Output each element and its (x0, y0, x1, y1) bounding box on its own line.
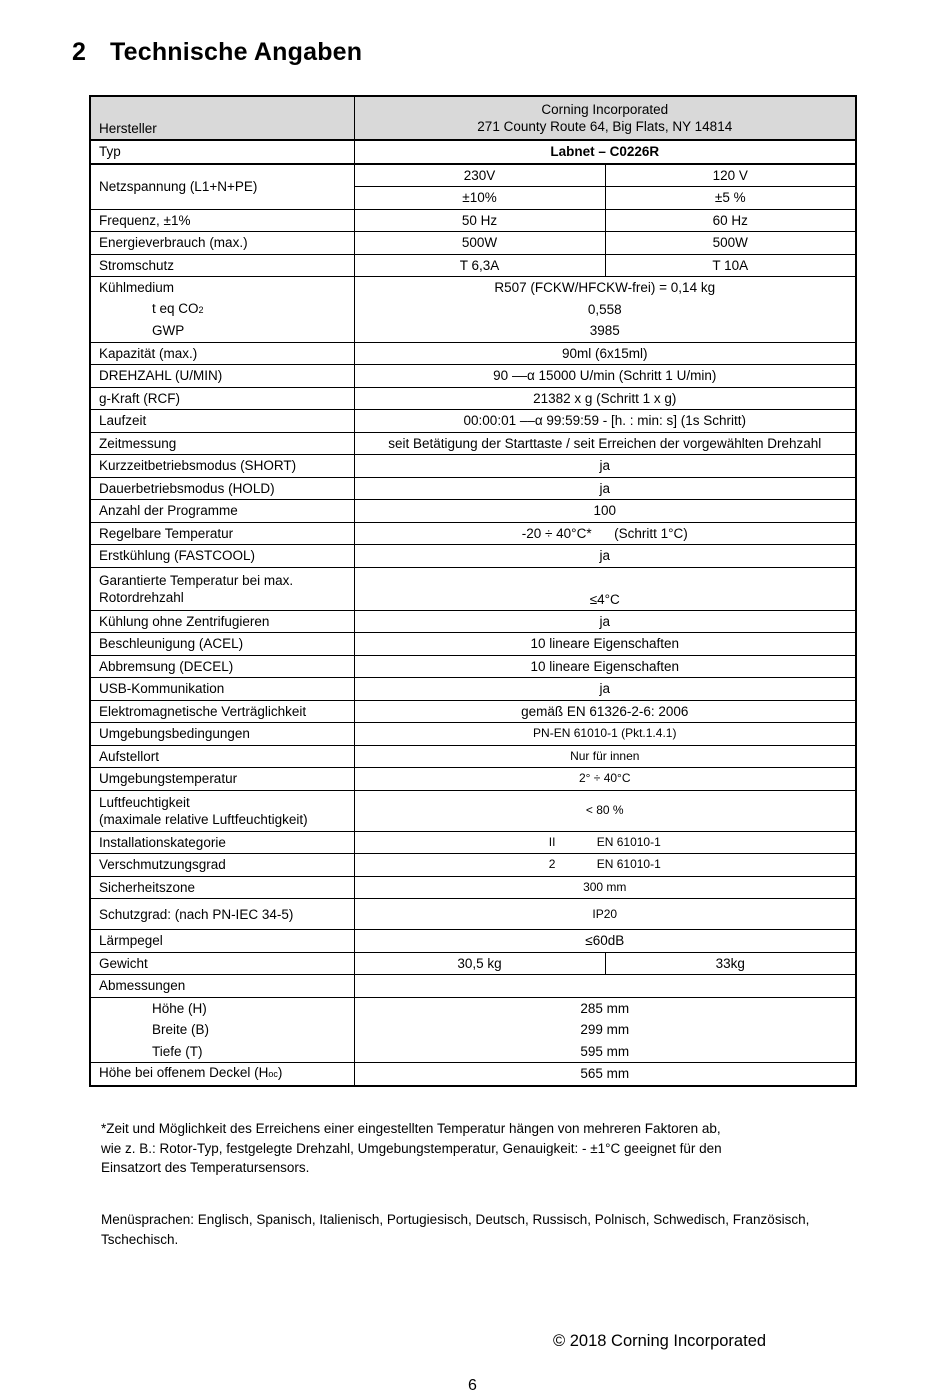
table-row-aufstellort (90, 745, 856, 768)
row-label: Kühlung ohne Zentrifugieren (90, 610, 354, 633)
row-label: Kapazität (max.) (90, 342, 354, 365)
installation-value: II EN 61010-1 (354, 831, 856, 854)
usb-value: ja (354, 678, 856, 701)
row-label: Beschleunigung (ACEL) (90, 633, 354, 656)
table-row-hold (90, 477, 856, 500)
row-label: Umgebungstemperatur (90, 768, 354, 791)
table-row-schutzgrad (90, 899, 856, 930)
row-label: Schutzgrad: (nach PN-IEC 34-5) (90, 899, 354, 930)
co2-value: 0,558 (354, 299, 856, 321)
row-label: Hersteller (90, 96, 354, 140)
row-label: Abmessungen (90, 975, 354, 998)
environment-value: PN-EN 61010-1 (Pkt.1.4.1) (354, 723, 856, 746)
fastcool-value: ja (354, 545, 856, 568)
row-label: Zeitmessung (90, 432, 354, 455)
table-row-kuehlung (90, 610, 856, 633)
table-row-abmessungen (90, 975, 856, 998)
row-label: Tiefe (T) (90, 1041, 354, 1063)
table-row-gkraft (90, 387, 856, 410)
row-label: Netzspannung (L1+N+PE) (90, 164, 354, 210)
table-row-breite (90, 1019, 856, 1041)
table-row-usb (90, 678, 856, 701)
dimensions-empty (354, 975, 856, 998)
power-value-1: 500W (354, 232, 605, 255)
table-row-zeitmessung (90, 432, 856, 455)
rcf-value: 21382 x g (Schritt 1 x g) (354, 387, 856, 410)
acel-value: 10 lineare Eigenschaften (354, 633, 856, 656)
row-label: Regelbare Temperatur (90, 522, 354, 545)
location-value: Nur für innen (354, 745, 856, 768)
tolerance-value-1: ±10% (354, 187, 605, 210)
guaranteed-temp-value: ≤4°C (354, 567, 856, 610)
table-row-umgebung (90, 723, 856, 746)
table-row-installation (90, 831, 856, 854)
tolerance-value-2: ±5 % (605, 187, 856, 210)
table-row-energie (90, 232, 856, 255)
table-row-netzspannung (90, 164, 856, 187)
fuse-value-2: T 10A (605, 254, 856, 277)
row-label: Garantierte Temperatur bei max. Rotordrehzahl (90, 567, 354, 610)
hold-value: ja (354, 477, 856, 500)
row-label: Verschmutzungsgrad (90, 854, 354, 877)
row-label: Installationskategorie (90, 831, 354, 854)
table-row-garantiert (90, 567, 856, 610)
runtime-value: 00:00:01 ––α 99:59:59 - [h. : min: s] (1s Schritt) (354, 410, 856, 433)
table-row-hoehe (90, 997, 856, 1019)
table-row-frequenz (90, 209, 856, 232)
table-row-programme (90, 500, 856, 523)
table-row-drehzahl (90, 365, 856, 388)
frequency-value-1: 50 Hz (354, 209, 605, 232)
table-row-kapazitaet (90, 342, 856, 365)
row-label: Energieverbrauch (max.) (90, 232, 354, 255)
table-row-tiefe (90, 1041, 856, 1063)
voltage-value-1: 230V (354, 164, 605, 187)
row-label: Gewicht (90, 952, 354, 975)
table-row-stromschutz (90, 254, 856, 277)
row-label: Erstkühlung (FASTCOOL) (90, 545, 354, 568)
table-row-sicherheit (90, 876, 856, 899)
row-label: Abbremsung (DECEL) (90, 655, 354, 678)
table-row-laufzeit (90, 410, 856, 433)
frequency-value-2: 60 Hz (605, 209, 856, 232)
row-label: Typ (90, 140, 354, 164)
table-row-decel (90, 655, 856, 678)
capacity-value: 90ml (6x15ml) (354, 342, 856, 365)
emc-value: gemäß EN 61326-2-6: 2006 (354, 700, 856, 723)
short-value: ja (354, 455, 856, 478)
row-label: Breite (B) (90, 1019, 354, 1041)
height-value: 285 mm (354, 997, 856, 1019)
width-value: 299 mm (354, 1019, 856, 1041)
table-row-deckel (90, 1063, 856, 1086)
pollution-value: 2 EN 61010-1 (354, 854, 856, 877)
weight-value-2: 33kg (605, 952, 856, 975)
weight-value-1: 30,5 kg (354, 952, 605, 975)
table-row-umgebungstemp (90, 768, 856, 791)
manufacturer-address: 271 County Route 64, Big Flats, NY 14814 (477, 119, 733, 134)
menu-languages-note: Menüsprachen: Englisch, Spanisch, Italienisch, Portugiesisch, Deutsch, Russisch, Polnisch, Schwedisch, Französisch, Tschechisch. (101, 1212, 810, 1247)
table-row-kuehlmedium (90, 277, 856, 299)
table-row-temperatur (90, 522, 856, 545)
row-label: Anzahl der Programme (90, 500, 354, 523)
safety-zone-value: 300 mm (354, 876, 856, 899)
page-number: 6 (468, 1377, 477, 1394)
fuse-value-1: T 6,3A (354, 254, 605, 277)
depth-value: 595 mm (354, 1041, 856, 1063)
temperature-value: -20 ÷ 40°C* (Schritt 1°C) (354, 522, 856, 545)
table-row-gwp (90, 320, 856, 342)
table-row-short (90, 455, 856, 478)
gwp-value: 3985 (354, 320, 856, 342)
open-lid-height-value: 565 mm (354, 1063, 856, 1086)
power-value-2: 500W (605, 232, 856, 255)
speed-value: 90 ––α 15000 U/min (Schritt 1 U/min) (354, 365, 856, 388)
row-label: Luftfeuchtigkeit (maximale relative Luftfeuchtigkeit) (90, 790, 354, 831)
table-row-emv (90, 700, 856, 723)
table-row-acel (90, 633, 856, 656)
row-label: Kühlmedium (90, 277, 354, 299)
table-row-fastcool (90, 545, 856, 568)
cooling-value: ja (354, 610, 856, 633)
voltage-value-2: 120 V (605, 164, 856, 187)
table-row-gewicht (90, 952, 856, 975)
manufacturer-name: Corning Incorporated (541, 102, 669, 117)
section-title: Technische Angaben (110, 38, 363, 66)
programs-value: 100 (354, 500, 856, 523)
table-row-typ (90, 140, 856, 164)
copyright-notice: © 2018 Corning Incorporated (553, 1332, 767, 1350)
refrigerant-value: R507 (FCKW/HFCKW-frei) = 0,14 kg (354, 277, 856, 299)
row-label: Lärmpegel (90, 930, 354, 953)
table-row-laerm (90, 930, 856, 953)
row-label: Höhe (H) (90, 997, 354, 1019)
row-label: Dauerbetriebsmodus (HOLD) (90, 477, 354, 500)
table-row-co2 (90, 299, 856, 321)
row-label: Stromschutz (90, 254, 354, 277)
row-label: Kurzzeitbetriebsmodus (SHORT) (90, 455, 354, 478)
ambient-temp-value: 2° ÷ 40°C (354, 768, 856, 791)
technical-specifications-table (89, 95, 857, 1087)
row-label: Frequenz, ±1% (90, 209, 354, 232)
row-label: Aufstellort (90, 745, 354, 768)
row-label: t eq CO2 (90, 299, 354, 321)
timing-value: seit Betätigung der Starttaste / seit Erreichen der vorgewählten Drehzahl (354, 432, 856, 455)
table-row-verschmutzung (90, 854, 856, 877)
row-label: g-Kraft (RCF) (90, 387, 354, 410)
type-value: Labnet – C0226R (354, 140, 856, 164)
table-row-hersteller (90, 96, 856, 140)
row-label: Elektromagnetische Verträglichkeit (90, 700, 354, 723)
manufacturer-value (354, 96, 856, 140)
decel-value: 10 lineare Eigenschaften (354, 655, 856, 678)
ip-value: IP20 (354, 899, 856, 930)
row-label: Sicherheitszone (90, 876, 354, 899)
row-label: DREHZAHL (U/MIN) (90, 365, 354, 388)
noise-value: ≤60dB (354, 930, 856, 953)
section-number: 2 (72, 38, 87, 66)
table-row-luftfeuchte (90, 790, 856, 831)
row-label: Laufzeit (90, 410, 354, 433)
row-label: GWP (90, 320, 354, 342)
row-label: USB-Kommunikation (90, 678, 354, 701)
section-heading (72, 38, 362, 67)
row-label: Umgebungsbedingungen (90, 723, 354, 746)
temperature-footnote: *Zeit und Möglichkeit des Erreichens einer eingestellten Temperatur hängen von mehreren Faktoren ab, wie z. B.: Rotor-Typ, festgelegte Drehzahl, Umgebungstemperatur, Genauigkeit: - ±1°C geeignet für den Einsatzort des Temperatursensors. (101, 1121, 722, 1175)
row-label: Höhe bei offenem Deckel (Hoc) (90, 1063, 354, 1086)
humidity-value: < 80 % (354, 790, 856, 831)
